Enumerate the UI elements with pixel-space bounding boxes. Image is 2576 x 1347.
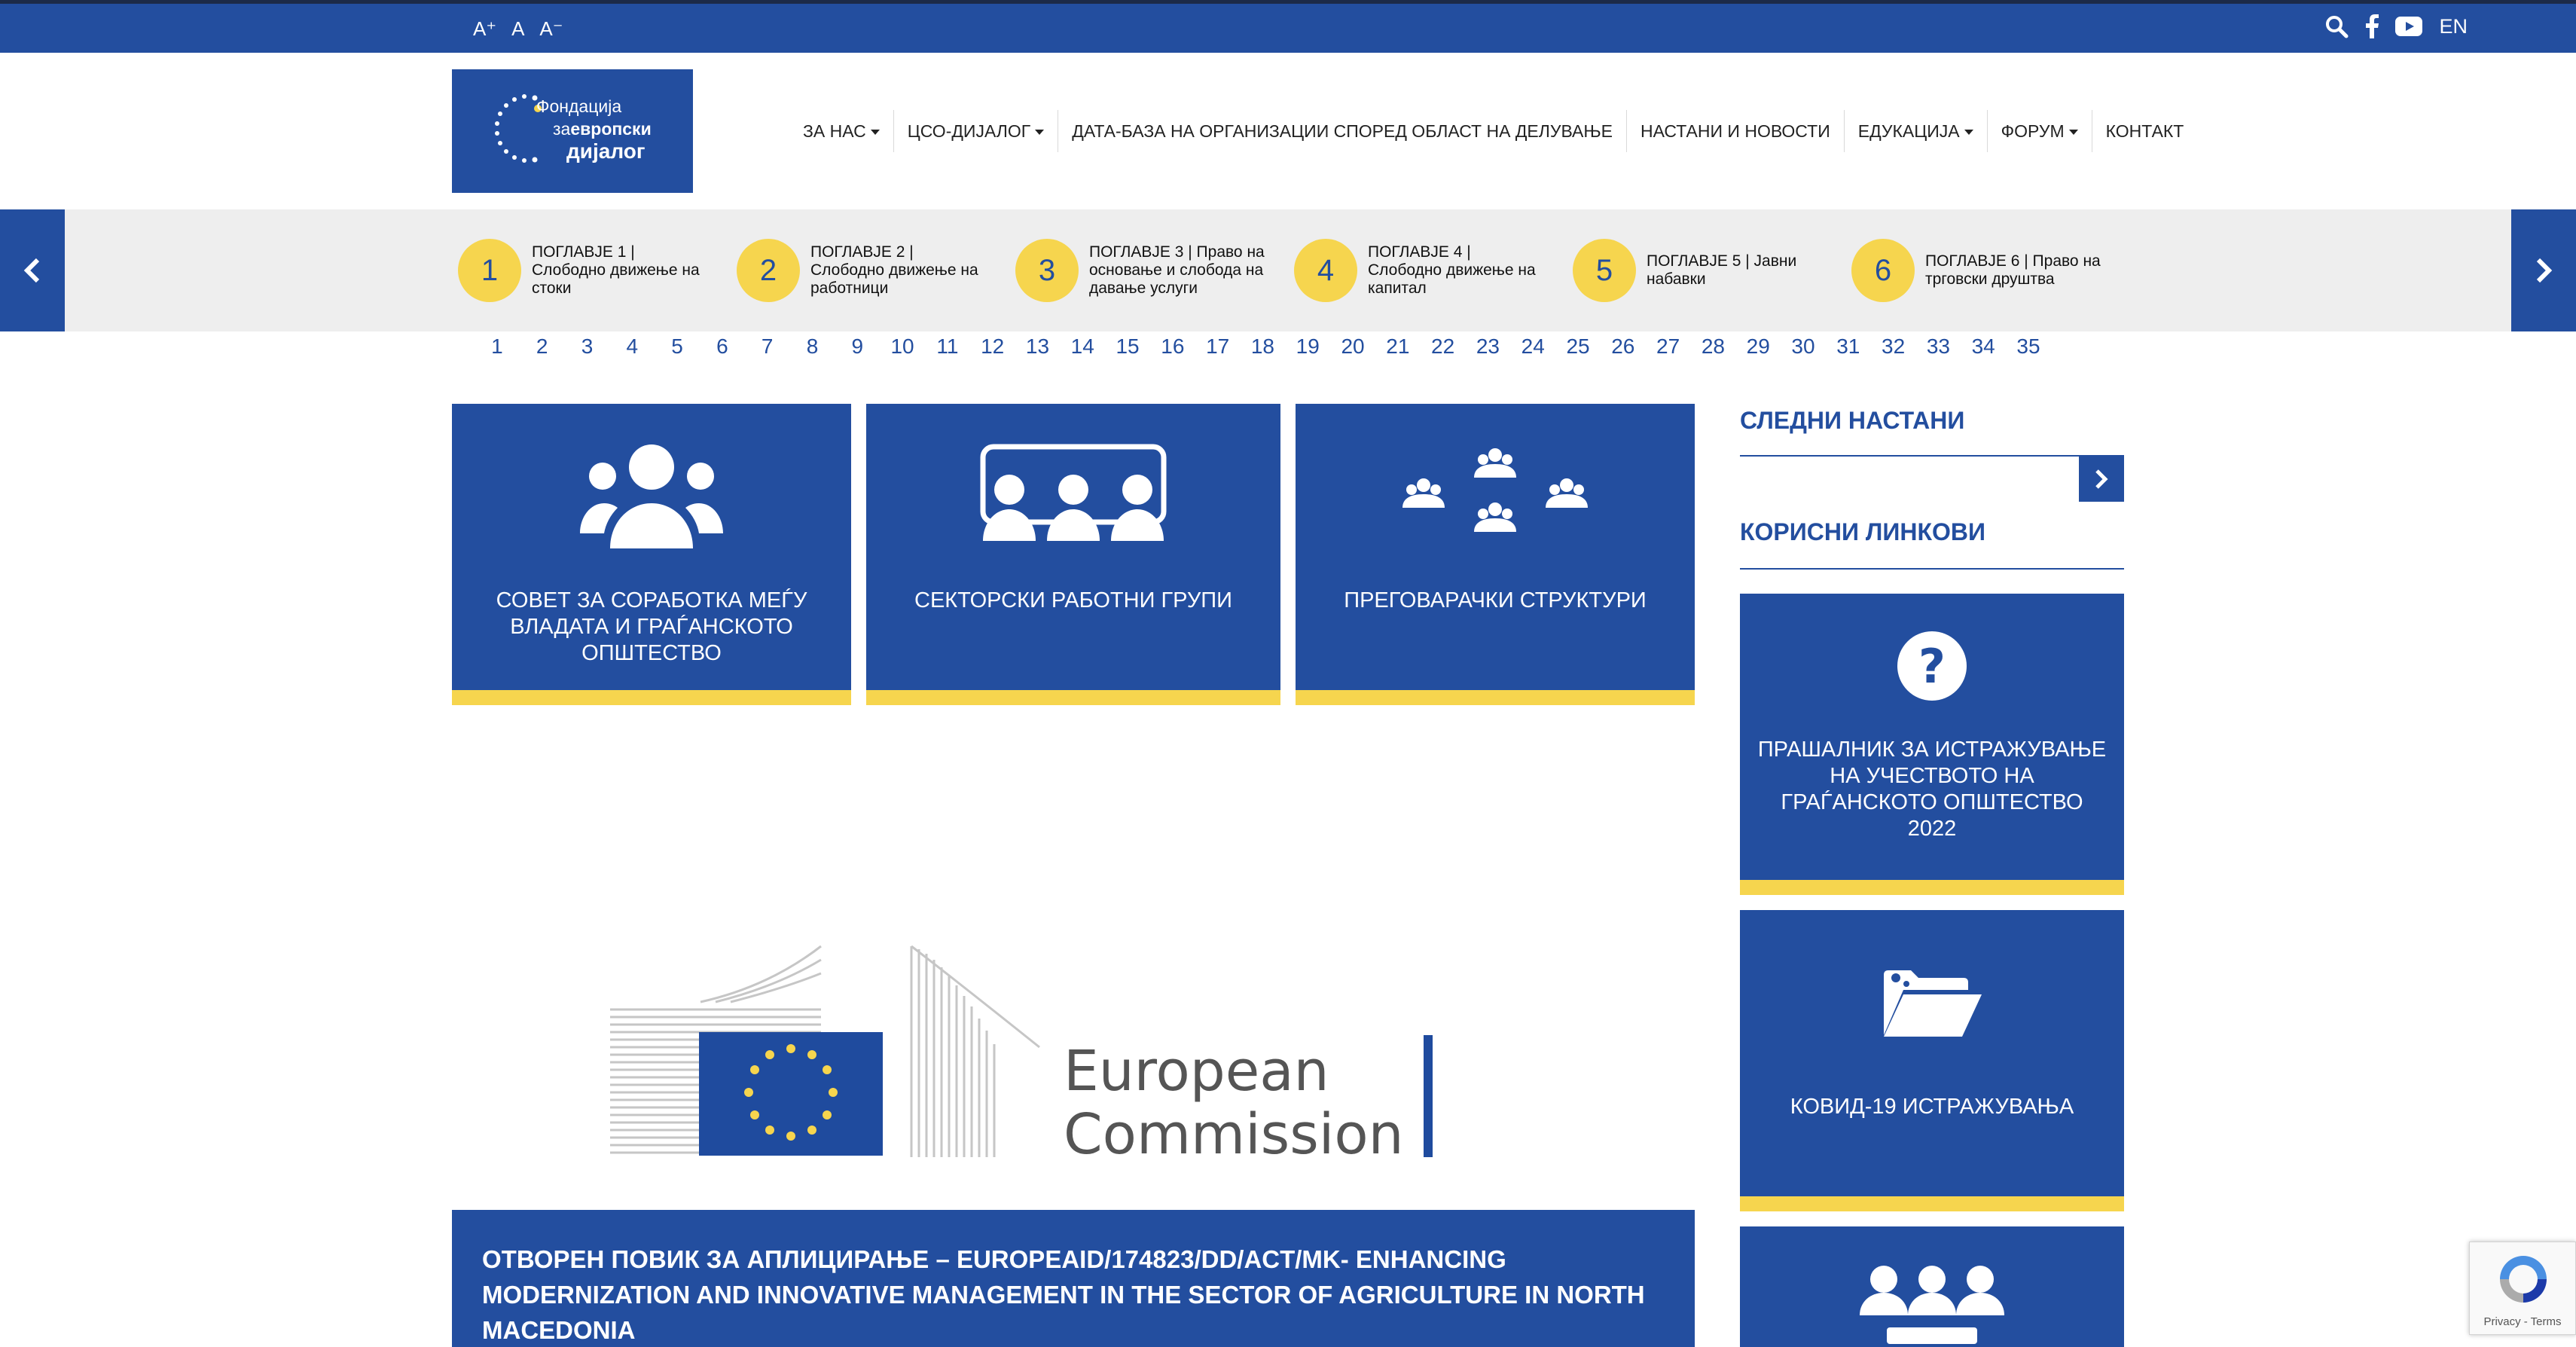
recaptcha-footer[interactable]: Privacy - Terms (2483, 1315, 2562, 1328)
page-link[interactable]: 23 (1476, 334, 1500, 358)
logo-line-2a: за (553, 119, 571, 139)
nav-forum-label: ФОРУМ (2001, 121, 2065, 141)
ec-line-1: European (1064, 1039, 1329, 1104)
chapter-title: ПОГЛАВЈЕ 2 | Слободно движење на работници (810, 243, 978, 297)
nav-education[interactable] (1844, 110, 1987, 152)
nav-cso-dialog-label: ЦСО-ДИЈАЛОГ (907, 121, 1031, 141)
page-link[interactable]: 15 (1116, 334, 1140, 358)
site-logo[interactable] (452, 69, 693, 193)
chevron-down-icon (1964, 130, 1973, 135)
nav-database-label: ДАТА-БАЗА НА ОРГАНИЗАЦИИ СПОРЕД ОБЛАСТ НА ДЕЛУВАЊЕ (1072, 121, 1613, 141)
news-card[interactable] (452, 1210, 1695, 1347)
page-link[interactable]: 34 (1971, 334, 1995, 358)
tile-council[interactable] (452, 404, 851, 705)
page-link[interactable]: 24 (1521, 334, 1545, 358)
page-link[interactable]: 27 (1656, 334, 1680, 358)
nav-database[interactable] (1058, 110, 1626, 152)
chapter-number: 3 (1015, 239, 1079, 302)
recaptcha-badge[interactable] (2469, 1242, 2576, 1335)
carousel-prev-button[interactable] (0, 209, 65, 331)
svg-text:?: ? (1918, 639, 1946, 694)
nav-events-news-label: НАСТАНИ И НОВОСТИ (1640, 121, 1830, 141)
ec-divider (1424, 1035, 1433, 1157)
group-icon (1740, 1263, 2124, 1347)
chevron-down-icon (1035, 130, 1044, 135)
page-link[interactable]: 8 (806, 334, 819, 358)
page-link[interactable]: 31 (1836, 334, 1860, 358)
link-covid-research[interactable] (1740, 910, 2124, 1211)
page-link[interactable]: 11 (936, 334, 959, 358)
page-link[interactable]: 7 (761, 334, 774, 358)
page-link[interactable]: 9 (851, 334, 864, 358)
page-link[interactable]: 22 (1431, 334, 1455, 358)
page-link[interactable]: 18 (1250, 334, 1275, 358)
page-link[interactable]: 29 (1746, 334, 1770, 358)
chapter-number: 6 (1851, 239, 1915, 302)
nav-contact[interactable] (2092, 110, 2198, 152)
page-link[interactable]: 1 (491, 334, 503, 358)
page-link[interactable]: 2 (536, 334, 548, 358)
top-right-tools (2324, 14, 2468, 38)
folder-icon (1740, 967, 2124, 1040)
page-link[interactable]: 25 (1566, 334, 1590, 358)
page-link[interactable]: 6 (716, 334, 728, 358)
page-link[interactable]: 10 (890, 334, 914, 358)
chevron-left-icon (23, 257, 42, 284)
tile-sector-groups-label: СЕКТОРСКИ РАБОТНИ ГРУПИ (914, 588, 1232, 612)
link-third-tile[interactable] (1740, 1226, 2124, 1347)
tile-negotiating[interactable] (1296, 404, 1695, 705)
font-normal-button[interactable]: A (511, 17, 525, 40)
board-group-icon (866, 443, 1280, 541)
ec-building-icon (603, 942, 1055, 1168)
nav-contact-label: КОНТАКТ (2105, 121, 2184, 141)
network-icon (1296, 443, 1695, 541)
link-questionnaire-label: ПРАШАЛНИК ЗА ИСТРАЖУВАЊЕ НА УЧЕСТВОТО НА ГРАЃАНСКОТО ОПШТЕСТВО 2022 (1757, 738, 2107, 841)
chapter-item-2[interactable] (737, 229, 993, 312)
link-questionnaire[interactable] (1740, 594, 2124, 895)
page-link[interactable]: 13 (1025, 334, 1050, 358)
facebook-icon[interactable] (2365, 14, 2379, 38)
chevron-right-icon (2534, 257, 2553, 284)
page-link[interactable]: 32 (1882, 334, 1906, 358)
font-increase-button[interactable]: A⁺ (473, 17, 497, 40)
chapter-item-1[interactable] (458, 229, 714, 312)
news-title[interactable]: ОТВОРЕН ПОВИК ЗА АПЛИЦИРАЊЕ – EUROPEAID/174823/DD/ACT/MK- ENHANCING MODERNIZATION AND INNOVATIVE MANAGEMENT IN THE SECTOR OF AGRICULTURE IN NORTH MACEDONIA (482, 1245, 1645, 1344)
link-covid-research-label: КОВИД-19 ИСТРАЖУВАЊА (1790, 1095, 2074, 1119)
top-bar (0, 0, 2576, 53)
nav-forum[interactable] (1987, 110, 2092, 152)
nav-about[interactable] (789, 110, 893, 152)
nav-about-label: ЗА НАС (803, 121, 866, 141)
carousel-next-button[interactable] (2511, 209, 2576, 331)
chapter-item-4[interactable] (1294, 229, 1550, 312)
recaptcha-icon (2495, 1251, 2551, 1307)
logo-line-3: дијалог (566, 139, 646, 163)
font-size-tools (473, 17, 563, 41)
chevron-down-icon (2069, 130, 2078, 135)
nav-cso-dialog[interactable] (893, 110, 1058, 152)
chapter-number: 1 (458, 239, 521, 302)
tile-council-label: СОВЕТ ЗА СОРАБОТКА МЕЃУ ВЛАДАТА И ГРАЃАНСКОТО ОПШТЕСТВО (496, 588, 807, 665)
question-icon (1740, 631, 2124, 701)
tile-sector-groups[interactable] (866, 404, 1280, 705)
chapter-title: ПОГЛАВЈЕ 3 | Право на основање и слобода на давање услуги (1089, 243, 1265, 297)
language-switch[interactable]: EN (2439, 14, 2468, 38)
chapter-number: 5 (1573, 239, 1636, 302)
chapter-carousel (0, 209, 2576, 331)
tile-negotiating-label: ПРЕГОВАРАЧКИ СТРУКТУРИ (1344, 588, 1647, 612)
page-link[interactable]: 5 (671, 334, 683, 358)
chapter-title: ПОГЛАВЈЕ 1 | Слободно движење на стоки (532, 243, 700, 297)
european-commission-logo (603, 942, 1446, 1168)
chapter-title: ПОГЛАВЈЕ 6 | Право на трговски друштва (1925, 252, 2101, 288)
chapter-number: 4 (1294, 239, 1357, 302)
useful-links-heading: КОРИСНИ ЛИНКОВИ (1740, 518, 1985, 545)
logo-line-1: Фондација (536, 96, 622, 116)
page-link[interactable]: 28 (1701, 334, 1725, 358)
page-link[interactable]: 3 (581, 334, 594, 358)
next-events-divider (1740, 455, 2124, 457)
chevron-right-icon (2093, 468, 2110, 490)
logo-line-2b: европски (570, 119, 652, 139)
chapter-number: 2 (737, 239, 800, 302)
chapter-pager (475, 334, 2051, 359)
page-link[interactable]: 16 (1161, 334, 1185, 358)
chapter-item-3[interactable] (1015, 229, 1271, 312)
page-link[interactable]: 30 (1791, 334, 1815, 358)
nav-events-news[interactable] (1626, 110, 1844, 152)
page-link[interactable]: 14 (1070, 334, 1094, 358)
page-link[interactable]: 26 (1611, 334, 1635, 358)
page-link[interactable]: 20 (1341, 334, 1365, 358)
search-icon[interactable] (2324, 14, 2349, 38)
useful-links-divider (1740, 568, 2124, 570)
group-icon (452, 443, 851, 548)
youtube-icon[interactable] (2395, 17, 2422, 36)
chevron-down-icon (871, 130, 880, 135)
page-link[interactable]: 21 (1386, 334, 1410, 358)
chapter-title: ПОГЛАВЈЕ 5 | Јавни набавки (1647, 252, 1797, 288)
logo-text (536, 95, 652, 163)
page-link[interactable]: 4 (626, 334, 639, 358)
page-link[interactable]: 17 (1206, 334, 1230, 358)
logo-line-2 (536, 118, 652, 140)
next-events-heading: СЛЕДНИ НАСТАНИ (1740, 407, 1965, 434)
chapter-item-6[interactable] (1851, 229, 2107, 312)
nav-education-label: ЕДУКАЦИЈА (1857, 121, 1960, 141)
page-link[interactable]: 33 (1926, 334, 1950, 358)
ec-line-2: Commission (1064, 1102, 1404, 1167)
chapter-item-5[interactable] (1573, 229, 1829, 312)
chapter-title: ПОГЛАВЈЕ 4 | Слободно движење на капитал (1368, 243, 1536, 297)
page-link[interactable]: 19 (1296, 334, 1320, 358)
font-decrease-button[interactable]: A⁻ (539, 17, 563, 40)
main-nav (789, 110, 2197, 152)
ec-wordmark (1064, 1040, 1404, 1166)
page-link[interactable]: 35 (2016, 334, 2040, 358)
page-link[interactable]: 12 (981, 334, 1005, 358)
events-next-button[interactable] (2079, 457, 2124, 502)
